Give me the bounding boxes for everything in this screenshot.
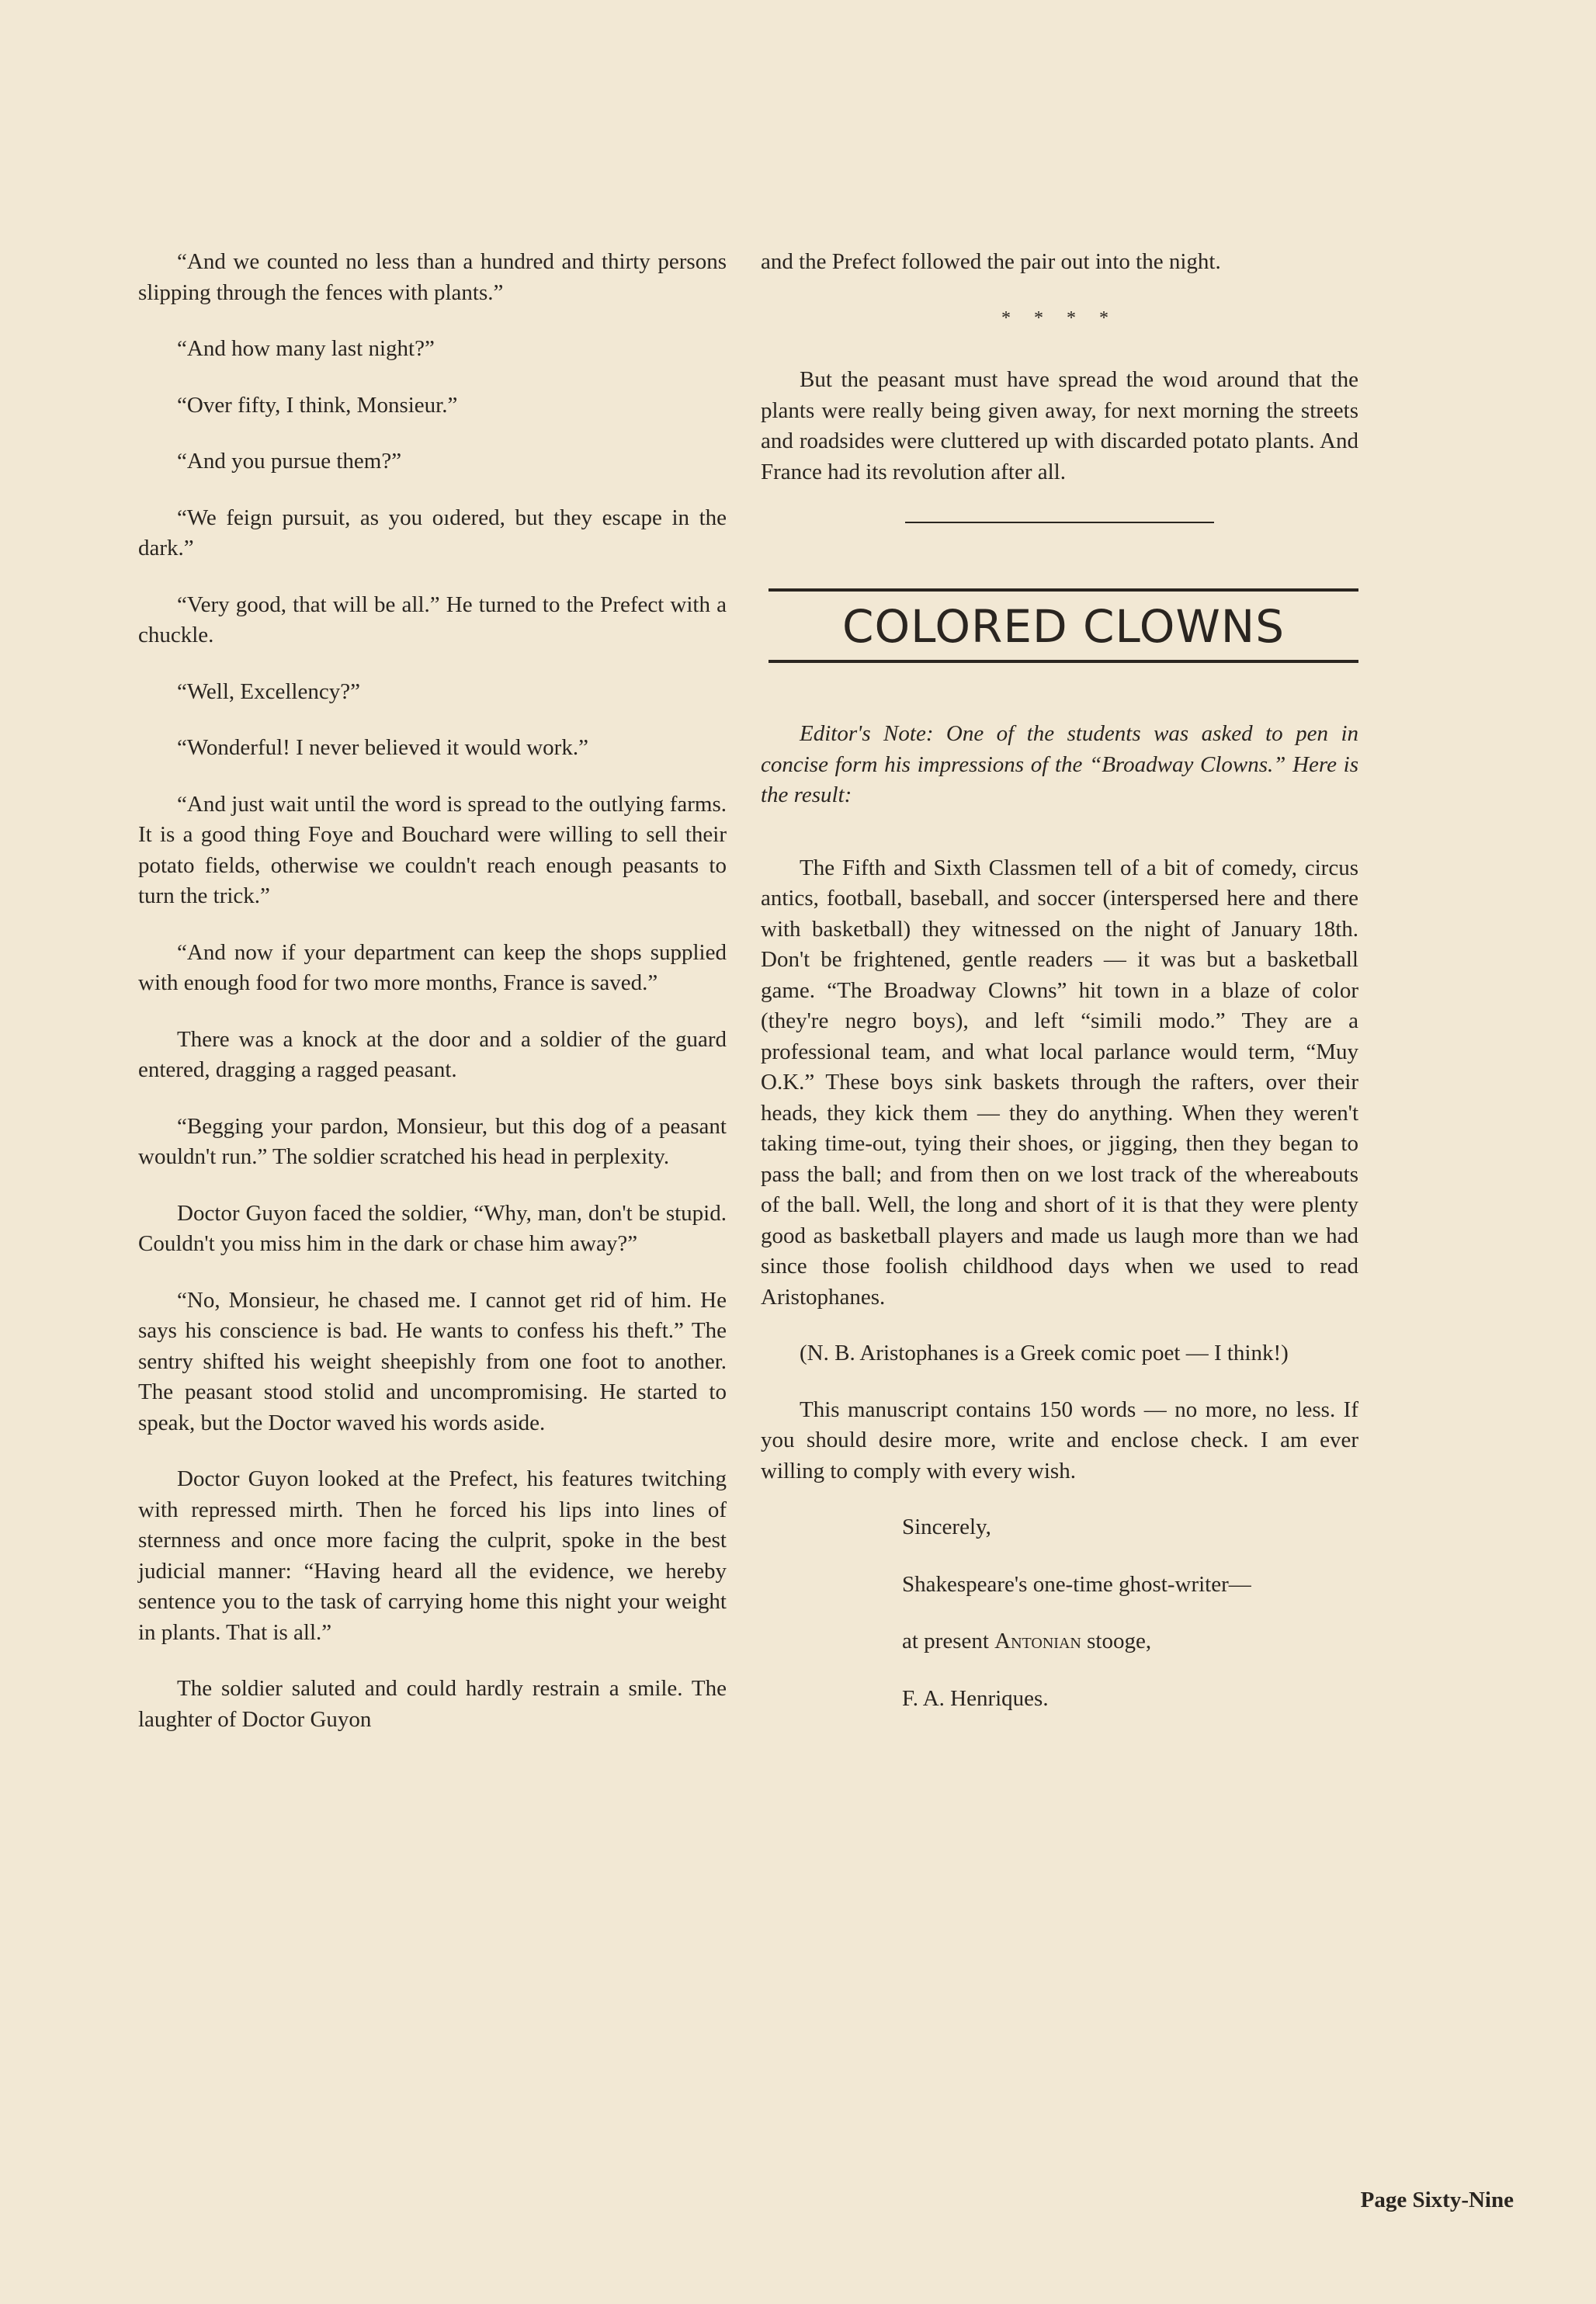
paragraph: “And just wait until the word is spread to the outlying farms. It is a good thing Foye and Bouchard were willing to sell their potato fields, otherwise we couldn't reach enough peasants to turn the trick.” — [138, 791, 727, 908]
paragraph: “Over fifty, I think, Monsieur.” — [177, 392, 458, 418]
paragraph: Doctor Guyon looked at the Prefect, his features twitching with repressed mirth. Then he forced his lips into lines of sternness and once more facing the culprit, spoke in the best judicial manner: “Having heard all the evidence, we hereby sentence you to the task of carrying home this night your weight in plants. That is all.” — [138, 1466, 727, 1645]
signoff-line-1: Shakespeare's one-time ghost-writer— — [902, 1571, 1251, 1597]
story-continuation: and the Prefect followed the pair out into the night. — [761, 249, 1221, 274]
paragraph: The soldier saluted and could hardly restrain a smile. The laughter of Doctor Guyon — [138, 1676, 727, 1732]
signoff-line-2-suffix: stooge, — [1081, 1629, 1152, 1653]
left-column — [138, 247, 727, 1761]
story-closing-paragraph: But the peasant must have spread the woıd around that the plants were really being given away, for next morning the streets and roadsides were cluttered up with discarded potato plants. And France had its revolution after all. — [761, 367, 1358, 484]
right-column — [761, 247, 1358, 1740]
section-separator-stars: * * * * — [1001, 307, 1118, 328]
article-title-block — [769, 588, 1358, 663]
paragraph: “And you pursue them?” — [177, 449, 402, 474]
section-divider — [905, 522, 1214, 523]
nb-note: (N. B. Aristophanes is a Greek comic poet — I think!) — [800, 1341, 1289, 1365]
paragraph: There was a knock at the door and a soldier of the guard entered, dragging a ragged peasant. — [138, 1026, 727, 1082]
paragraph: “And we counted no less than a hundred and thirty persons slipping through the fences with plants.” — [138, 249, 727, 305]
paragraph: “Wonderful! I never believed it would work.” — [177, 735, 588, 760]
paragraph: “Begging your pardon, Monsieur, but this dog of a peasant wouldn't run.” The soldier scratched his head in perplexity. — [138, 1113, 727, 1169]
paragraph: “Very good, that will be all.” He turned to the Prefect with a chuckle. — [138, 592, 727, 647]
word-count-paragraph: This manuscript contains 150 words — no more, no less. If you should desire more, write and enclose check. I am ever willing to comply with every wish. — [761, 1397, 1358, 1483]
editors-note: Editor's Note: One of the students was asked to pen in concise form his impressions of the “Broadway Clowns.” Here is the result: — [761, 721, 1358, 807]
paragraph: Doctor Guyon faced the soldier, “Why, man, don't be stupid. Couldn't you miss him in the dark or chase him away?” — [138, 1200, 727, 1256]
signoff-author-name: F. A. Henriques. — [902, 1685, 1049, 1711]
article-body: The Fifth and Sixth Classmen tell of a bit of comedy, circus antics, football, baseball, and soccer (interspersed here and there with basketball) they witnessed on the night of January 18th. Don't be frightened, gentle readers — it was but a basketball game. “The Broadway Clowns” hit town in a blaze of color (they're negro boys), and left “simili modo.” They are a professional team, and what local parlance would term, “Muy O.K.” These boys sink baskets through the rafters, over their heads, they kick them — they do anything. When they weren't taking time-out, tying their shoes, or jigging, then they began to pass the ball; and from then on we lost track of the whereabouts of the ball. Well, the long and short of it is that they were plenty good as basketball players and made us laugh more than we had since those foolish childhood days when we used to read Aristophanes. — [761, 855, 1358, 1310]
signoff-line-2 — [761, 1626, 1358, 1657]
paragraph: “No, Monsieur, he chased me. I cannot get rid of him. He says his conscience is bad. He wants to confess his theft.” The sentry shifted his weight sheepishly from one foot to another. The peasant stood stolid and uncompromising. He started to speak, but the Doctor waved his words aside. — [138, 1287, 727, 1435]
page-number: Page Sixty-Nine — [1360, 2188, 1514, 2212]
article-title: COLORED CLOWNS — [841, 600, 1285, 653]
publication-name: Antonian — [994, 1629, 1081, 1653]
paragraph: “We feign pursuit, as you oıdered, but they escape in the dark.” — [138, 505, 727, 560]
signoff-closing: Sincerely, — [902, 1515, 991, 1539]
paragraph: “And how many last night?” — [177, 336, 435, 361]
paragraph: “Well, Excellency?” — [177, 678, 360, 704]
signoff-line-2-prefix: at present — [902, 1629, 995, 1653]
paragraph: “And now if your department can keep the shops supplied with enough food for two more months, France is saved.” — [138, 939, 727, 995]
